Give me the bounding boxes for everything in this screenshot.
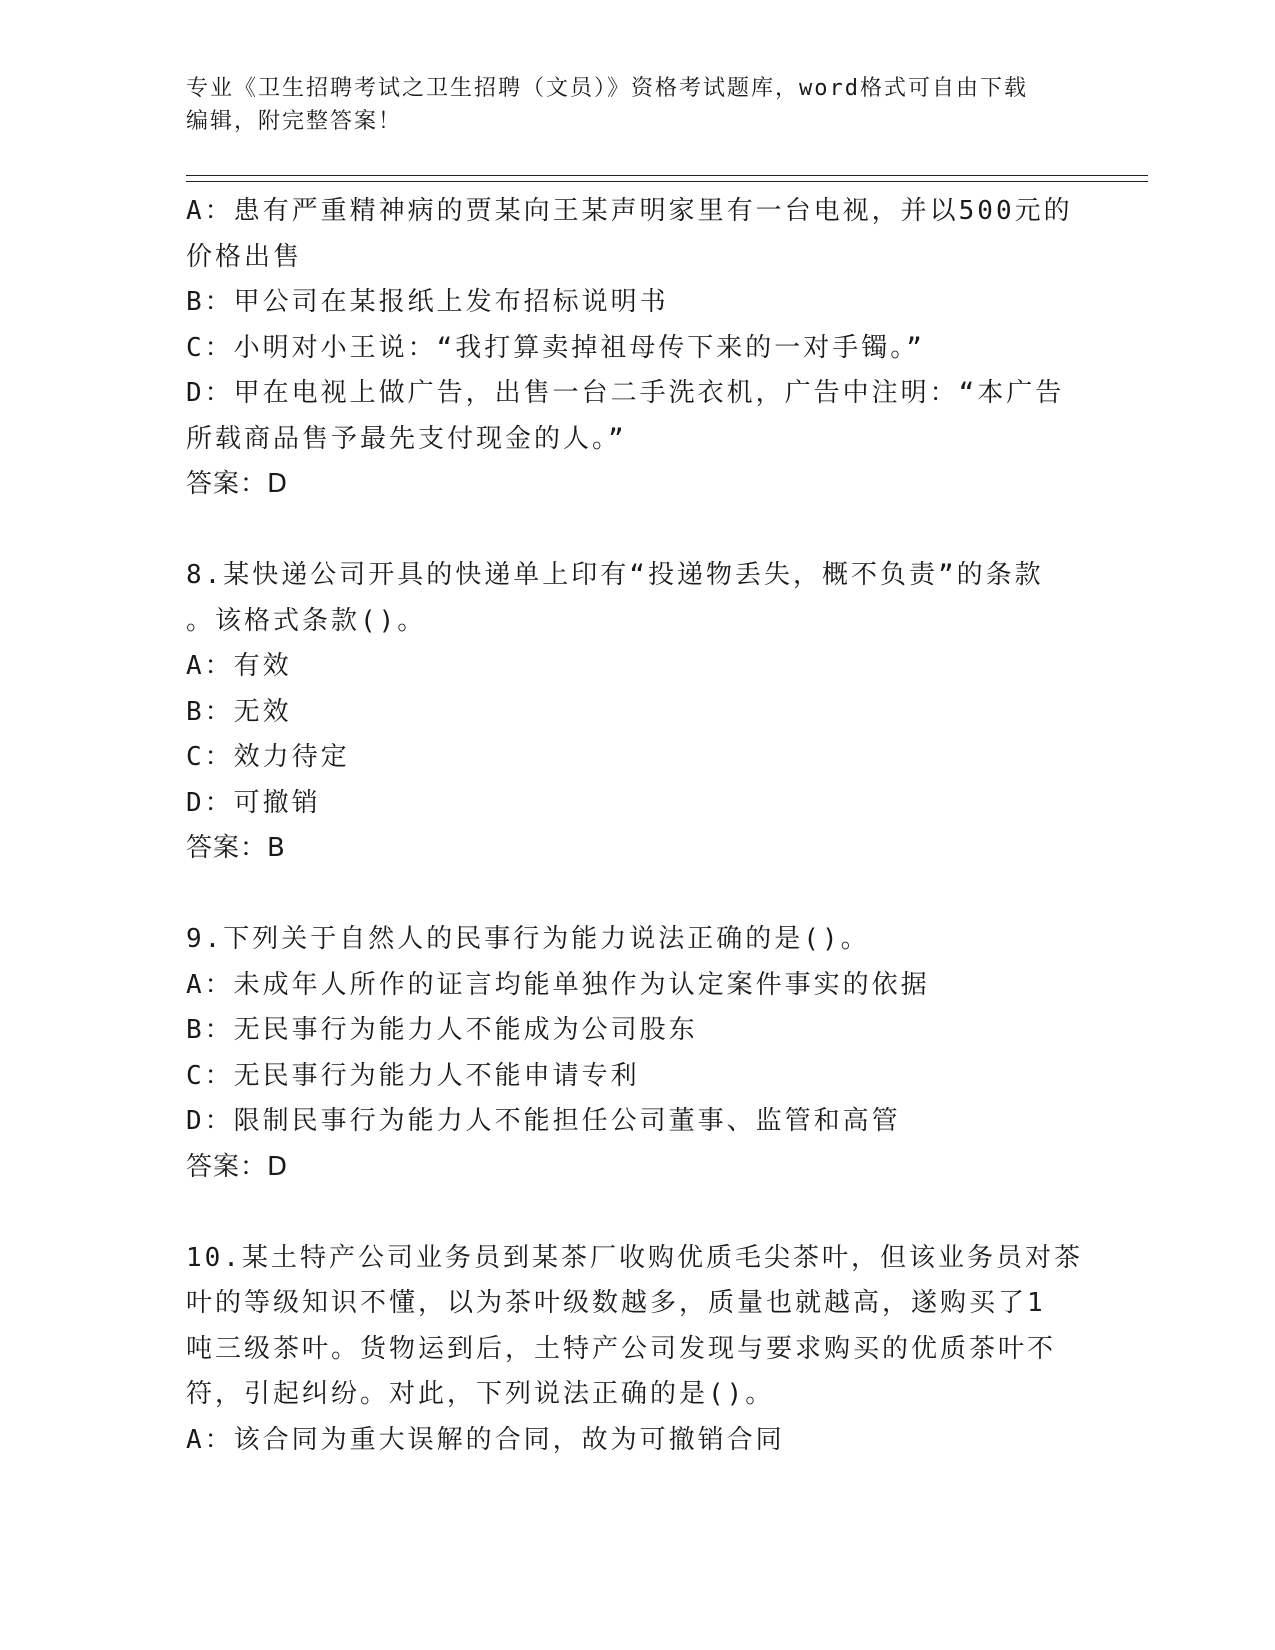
q8-stem-line-1: 8.某快递公司开具的快递单上印有“投递物丢失，概不负责”的条款 — [186, 560, 1044, 590]
q10-stem-line-3: 吨三级茶叶。货物运到后，土特产公司发现与要求购买的优质茶叶不 — [186, 1333, 1057, 1364]
header-divider-bottom — [186, 181, 1148, 182]
q9-option-b: B：无民事行为能力人不能成为公司股东 — [186, 1015, 698, 1045]
q9-option-a: A：未成年人所作的证言均能单独作为认定案件事实的依据 — [186, 969, 930, 1000]
q10-option-a: A：该合同为重大误解的合同，故为可撤销合同 — [186, 1424, 785, 1455]
q9-answer: 答案：D — [186, 1151, 289, 1182]
header-divider-top — [186, 175, 1148, 176]
q10-stem-line-2: 叶的等级知识不懂，以为茶叶级数越多，质量也就越高，遂购买了1 — [186, 1288, 1046, 1318]
spacer — [186, 1190, 1086, 1236]
q10-stem-line-4: 符，引起纠纷。对此，下列说法正确的是()。 — [186, 1379, 775, 1409]
spacer — [186, 508, 1086, 554]
q9-option-c: C：无民事行为能力人不能申请专利 — [186, 1060, 640, 1091]
q7-option-a-line-1: A：患有严重精神病的贾某向王某声明家里有一台电视，并以500元的 — [186, 196, 1073, 226]
q7-option-b: B：甲公司在某报纸上发布招标说明书 — [186, 287, 669, 317]
q8-option-b: B：无效 — [186, 696, 292, 727]
question-list — [186, 189, 1086, 1463]
question-9 — [186, 917, 1086, 1190]
q8-stem-line-2: 。该格式条款()。 — [186, 605, 427, 636]
question-8 — [186, 553, 1086, 872]
spacer — [186, 872, 1086, 918]
q7-option-d-line-2: 所载商品售予最先支付现金的人。” — [186, 423, 627, 454]
header-line-2: 编辑，附完整答案！ — [186, 109, 403, 134]
q7-answer: 答案：D — [186, 469, 289, 499]
question-7 — [186, 189, 1086, 508]
q7-option-d-line-1: D：甲在电视上做广告，出售一台二手洗衣机，广告中注明：“本广告 — [186, 378, 1065, 408]
question-10 — [186, 1236, 1086, 1464]
q10-stem-line-1: 10.某土特产公司业务员到某茶厂收购优质毛尖茶叶，但该业务员对茶 — [186, 1242, 1083, 1273]
q9-option-d: D：限制民事行为能力人不能担任公司董事、监管和高管 — [186, 1106, 901, 1136]
q8-answer: 答案：B — [186, 833, 286, 863]
q7-option-a-line-2: 价格出售 — [186, 241, 303, 272]
document-header — [186, 72, 1066, 138]
q7-option-c: C：小明对小王说：“我打算卖掉祖母传下来的一对手镯。” — [186, 332, 925, 363]
q8-option-c: C：效力待定 — [186, 742, 350, 772]
q8-option-a: A：有效 — [186, 651, 292, 681]
q8-option-d: D：可撤销 — [186, 787, 321, 818]
q9-stem: 9.下列关于自然人的民事行为能力说法正确的是()。 — [186, 924, 870, 954]
header-line-1: 专业《卫生招聘考试之卫生招聘（文员）》资格考试题库，word格式可自由下载 — [186, 76, 1028, 101]
